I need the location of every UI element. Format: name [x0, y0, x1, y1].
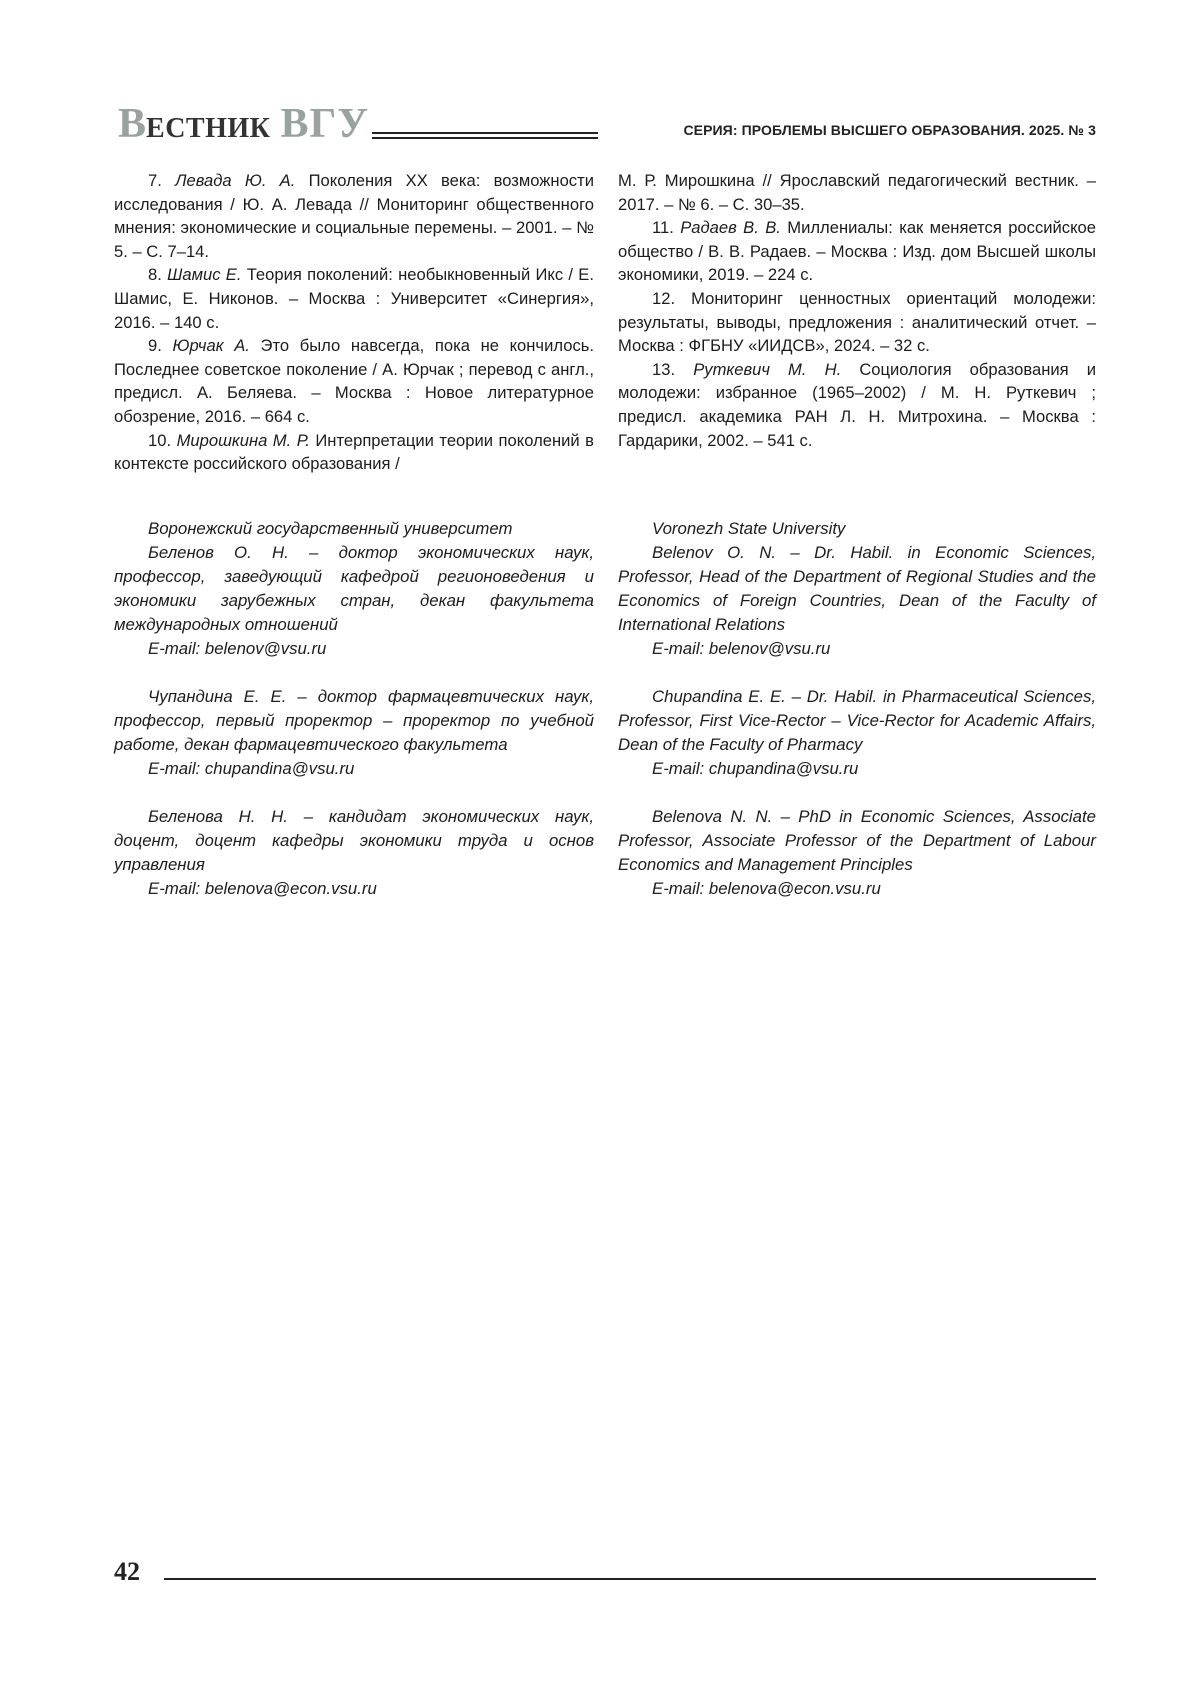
references-left-column: [114, 169, 594, 476]
series-title: СЕРИЯ: ПРОБЛЕМЫ ВЫСШЕГО ОБРАЗОВАНИЯ. 2025. № 3: [683, 122, 1096, 138]
reference-item: 7. Левада Ю. А. Поколения XX века: возможности исследования / Ю. А. Левада // Мониторинг общественного мнения: экономические и социальные перемены. – 2001. – № 5. – С. 7–14.: [114, 171, 594, 261]
reference-item: 11. Радаев В. В. Миллениалы: как меняется российское общество / В. В. Радаев. – Москва : Изд. дом Высшей школы экономики, 2019. – 224 с.: [618, 218, 1096, 285]
author-description: Чупандина Е. Е. – доктор фармацевтических наук, профессор, первый проректор – проректор по учебной работе, декан фармацевтического факультета: [114, 687, 594, 754]
author-description: Chupandina E. E. – Dr. Habil. in Pharmaceutical Sciences, Professor, First Vice-Rector – Vice-Rector for Academic Affairs, Dean of the Faculty of Pharmacy: [618, 687, 1096, 754]
affiliations-ru: [114, 517, 594, 901]
reference-author: Юрчак А.: [172, 336, 250, 356]
page-header: [118, 102, 1096, 146]
reference-author: Левада Ю. А.: [175, 171, 296, 190]
author-description: Беленов О. Н. – доктор экономических наук, профессор, заведующий кафедрой регионоведения и экономики зарубежных стран, декан факультета международных отношений: [114, 543, 594, 634]
reference-item: 10. Мирошкина М. Р. Интерпретации теории поколений в контексте российского образования /: [114, 430, 594, 474]
reference-continuation: М. Р. Мирошкина // Ярославский педагогический вестник. – 2017. – № 6. – С. 30–35.: [618, 171, 1096, 214]
author-email: E-mail: chupandina@vsu.ru: [652, 759, 859, 778]
reference-item: 13. Руткевич М. Н. Социология образования и молодежи: избранное (1965–2002) / М. Н. Руткевич ; предисл. академика РАН Л. Н. Митрохина. – Москва : Гардарики, 2002. – 541 с.: [618, 359, 1096, 450]
logo-initial: В: [118, 101, 147, 147]
author-email: E-mail: belenova@econ.vsu.ru: [652, 879, 881, 898]
logo-vgu: ВГУ: [280, 101, 370, 147]
author-description: Belenov O. N. – Dr. Habil. in Economic Sciences, Professor, Head of the Department of Regional Studies and the Economics of Foreign Countries, Dean of the Faculty of International Relations: [618, 543, 1096, 634]
reference-author: Шамис Е.: [167, 265, 242, 285]
reference-author: Радаев В. В.: [680, 218, 781, 238]
author-description: Belenova N. N. – PhD in Economic Sciences, Associate Professor, Associate Professor of the Department of Labour Economics and Management Principles: [618, 807, 1096, 874]
logo-word: ЕСТНИК: [146, 113, 271, 144]
header-double-rule: [372, 132, 598, 142]
university-name: Воронежский государственный университет: [148, 519, 513, 538]
reference-item: 12. Мониторинг ценностных ориентаций молодежи: результаты, выводы, предложения : аналитический отчет. – Москва : ФГБНУ «ИИДСВ», 2024. – 32 с.: [618, 288, 1096, 356]
reference-item: 9. Юрчак А. Это было навсегда, пока не кончилось. Последнее советское поколение / А. Юрчак ; перевод с англ., предисл. А. Беляева. – Москва : Новое литературное обозрение, 2016. – 664 с.: [114, 336, 594, 426]
author-email: E-mail: belenov@vsu.ru: [652, 639, 831, 658]
reference-item: 8. Шамис Е. Теория поколений: необыкновенный Икс / Е. Шамис, Е. Никонов. – Москва : Университет «Синергия», 2016. – 140 с.: [114, 265, 594, 332]
author-email: E-mail: belenov@vsu.ru: [148, 639, 327, 658]
author-email: E-mail: chupandina@vsu.ru: [148, 759, 355, 778]
reference-author: Руткевич М. Н.: [693, 359, 842, 379]
footer-rule: [164, 1578, 1096, 1580]
author-email: E-mail: belenova@econ.vsu.ru: [148, 879, 377, 898]
page-number: 42: [114, 1557, 140, 1586]
journal-logo: [118, 102, 369, 155]
references-right-column: [618, 169, 1096, 452]
author-description: Беленова Н. Н. – кандидат экономических наук, доцент, доцент кафедры экономики труда и основ управления: [114, 807, 594, 874]
affiliations-en: [618, 517, 1096, 901]
reference-author: Мирошкина М. Р.: [176, 430, 310, 450]
university-name: Voronezh State University: [652, 519, 846, 538]
